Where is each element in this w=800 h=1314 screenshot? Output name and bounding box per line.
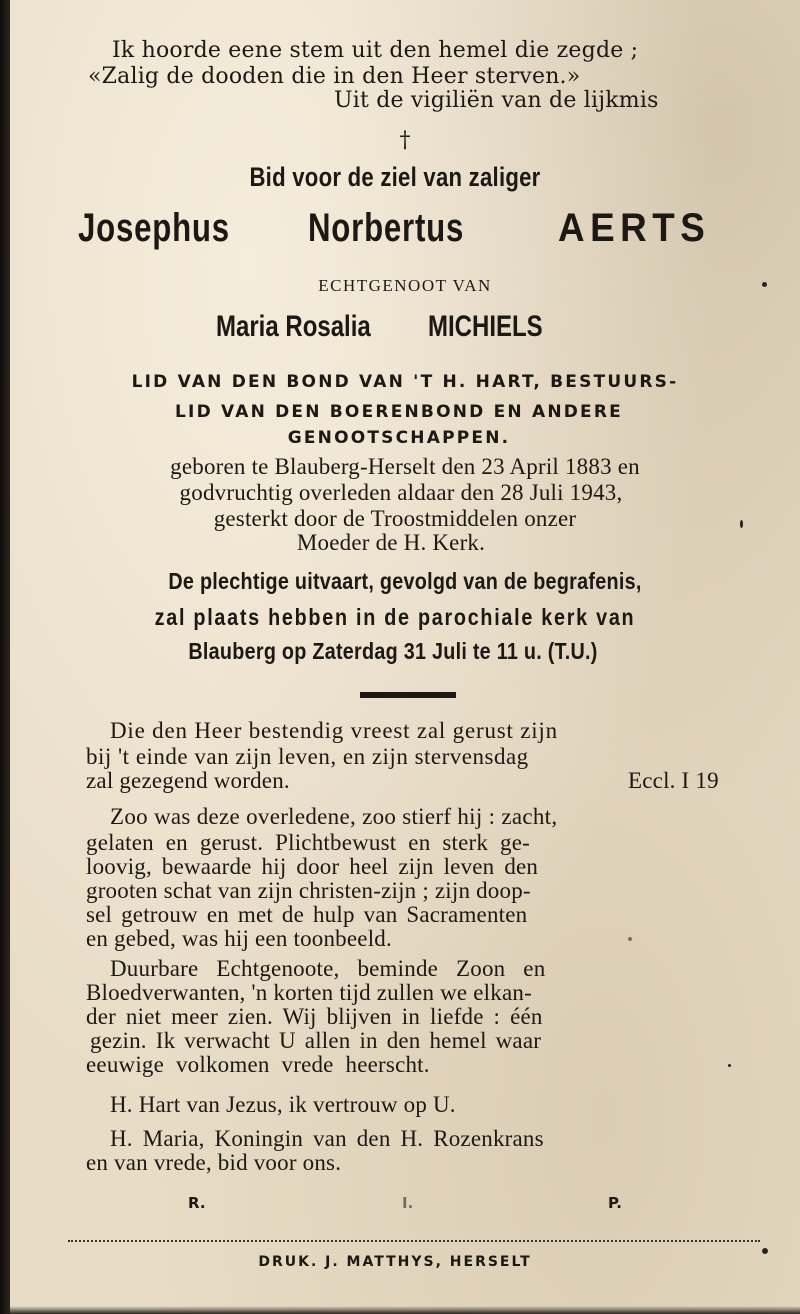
quote-line-1: Die den Heer bestendig vreest zal gerust zijn bbox=[110, 718, 558, 743]
prayer-heading: Bid voor de ziel van zaliger bbox=[249, 162, 541, 192]
tribute-line-4: grooten schat van zijn christen-zijn ; zijn doop- bbox=[86, 878, 531, 903]
tribute-line-2: gelaten en gerust. Plichtbewust en sterk ge- bbox=[86, 830, 530, 855]
birth-line: geboren te Blauberg-Herselt den 23 April 1883 en bbox=[170, 454, 640, 479]
quote-line-2: bij 't einde van zijn leven, en zijn stervensdag bbox=[86, 744, 529, 769]
prayer-mary-line-1: H. Maria, Koningin van den H. Rozenkrans bbox=[110, 1126, 544, 1151]
quote-line-3: zal gezegend worden. bbox=[86, 768, 290, 793]
farewell-line-5: eeuwige volkomen vrede heerscht. bbox=[86, 1052, 430, 1077]
death-line: godvruchtig overleden aldaar den 28 Juli 1943, bbox=[179, 480, 623, 505]
dotted-separator bbox=[68, 1240, 760, 1242]
printer-credit: DRUK. J. MATTHYS, HERSELT bbox=[258, 1254, 532, 1270]
funeral-line-1: De plechtige uitvaart, gevolgd van de begrafenis, bbox=[168, 568, 642, 594]
tribute-line-1: Zoo was deze overledene, zoo stierf hij : zacht, bbox=[110, 804, 558, 829]
card-bottom-edge-shadow bbox=[10, 1306, 800, 1314]
rip-letter-i: I. bbox=[402, 1194, 414, 1212]
membership-line-2: LID VAN DEN BOERENBOND EN ANDERE bbox=[175, 402, 623, 422]
tribute-line-6: en gebed, was hij een toonbeeld. bbox=[86, 926, 392, 951]
spouse-given-names: Maria Rosalia bbox=[216, 310, 371, 343]
membership-line-3: GENOOTSCHAPPEN. bbox=[287, 428, 511, 448]
rip-letter-r: R. bbox=[188, 1194, 206, 1212]
funeral-line-2: zal plaats hebben in de parochiale kerk van bbox=[154, 604, 636, 630]
deceased-first-name: Josephus bbox=[78, 206, 230, 250]
sacraments-line: gesterkt door de Troostmiddelen onzer bbox=[213, 506, 577, 531]
church-line: Moeder de H. Kerk. bbox=[296, 530, 486, 555]
paper-speck bbox=[762, 1248, 768, 1254]
prayer-mary-line-2: en van vrede, bid voor ons. bbox=[86, 1150, 342, 1175]
tribute-line-5: sel getrouw en met de hulp van Sacramenten bbox=[86, 902, 528, 927]
farewell-line-2: Bloedverwanten, 'n korten tijd zullen we elkan- bbox=[86, 980, 532, 1005]
quote-reference: Eccl. I 19 bbox=[628, 768, 719, 793]
relation-label: ECHTGENOOT VAN bbox=[318, 276, 492, 295]
funeral-line-3: Blauberg op Zaterdag 31 Juli te 11 u. (T.U.) bbox=[188, 638, 598, 664]
farewell-line-4: gezin. Ik verwacht U allen in den hemel waar bbox=[90, 1028, 542, 1053]
tribute-line-3: loovig, bewaarde hij door heel zijn leven den bbox=[86, 854, 539, 879]
epigraph-source: Uit de vigiliën van de lijkmis bbox=[334, 88, 659, 113]
epigraph-line-2: «Zalig de dooden die in den Heer sterven.» bbox=[88, 64, 581, 89]
epigraph-line-1: Ik hoorde eene stem uit den hemel die zegde ; bbox=[112, 38, 639, 63]
deceased-surname: AERTS bbox=[558, 206, 711, 250]
cross-icon: † bbox=[399, 128, 411, 153]
rip-letter-p: P. bbox=[608, 1194, 622, 1212]
farewell-line-3: der niet meer zien. Wij blijven in liefde : één bbox=[86, 1004, 543, 1029]
paper-speck bbox=[740, 520, 743, 528]
memorial-card bbox=[10, 0, 800, 1314]
spouse-surname: MICHIELS bbox=[428, 310, 543, 343]
deceased-middle-name: Norbertus bbox=[308, 206, 465, 250]
paper-speck bbox=[728, 1064, 731, 1067]
membership-line-1: LID VAN DEN BOND VAN 'T H. HART, BESTUURS- bbox=[131, 372, 679, 392]
section-divider bbox=[360, 692, 456, 698]
paper-speck bbox=[628, 937, 632, 941]
paper-speck bbox=[762, 282, 767, 287]
prayer-sacred-heart: H. Hart van Jezus, ik vertrouw op U. bbox=[110, 1092, 456, 1117]
farewell-line-1: Duurbare Echtgenoote, beminde Zoon en bbox=[110, 956, 546, 981]
